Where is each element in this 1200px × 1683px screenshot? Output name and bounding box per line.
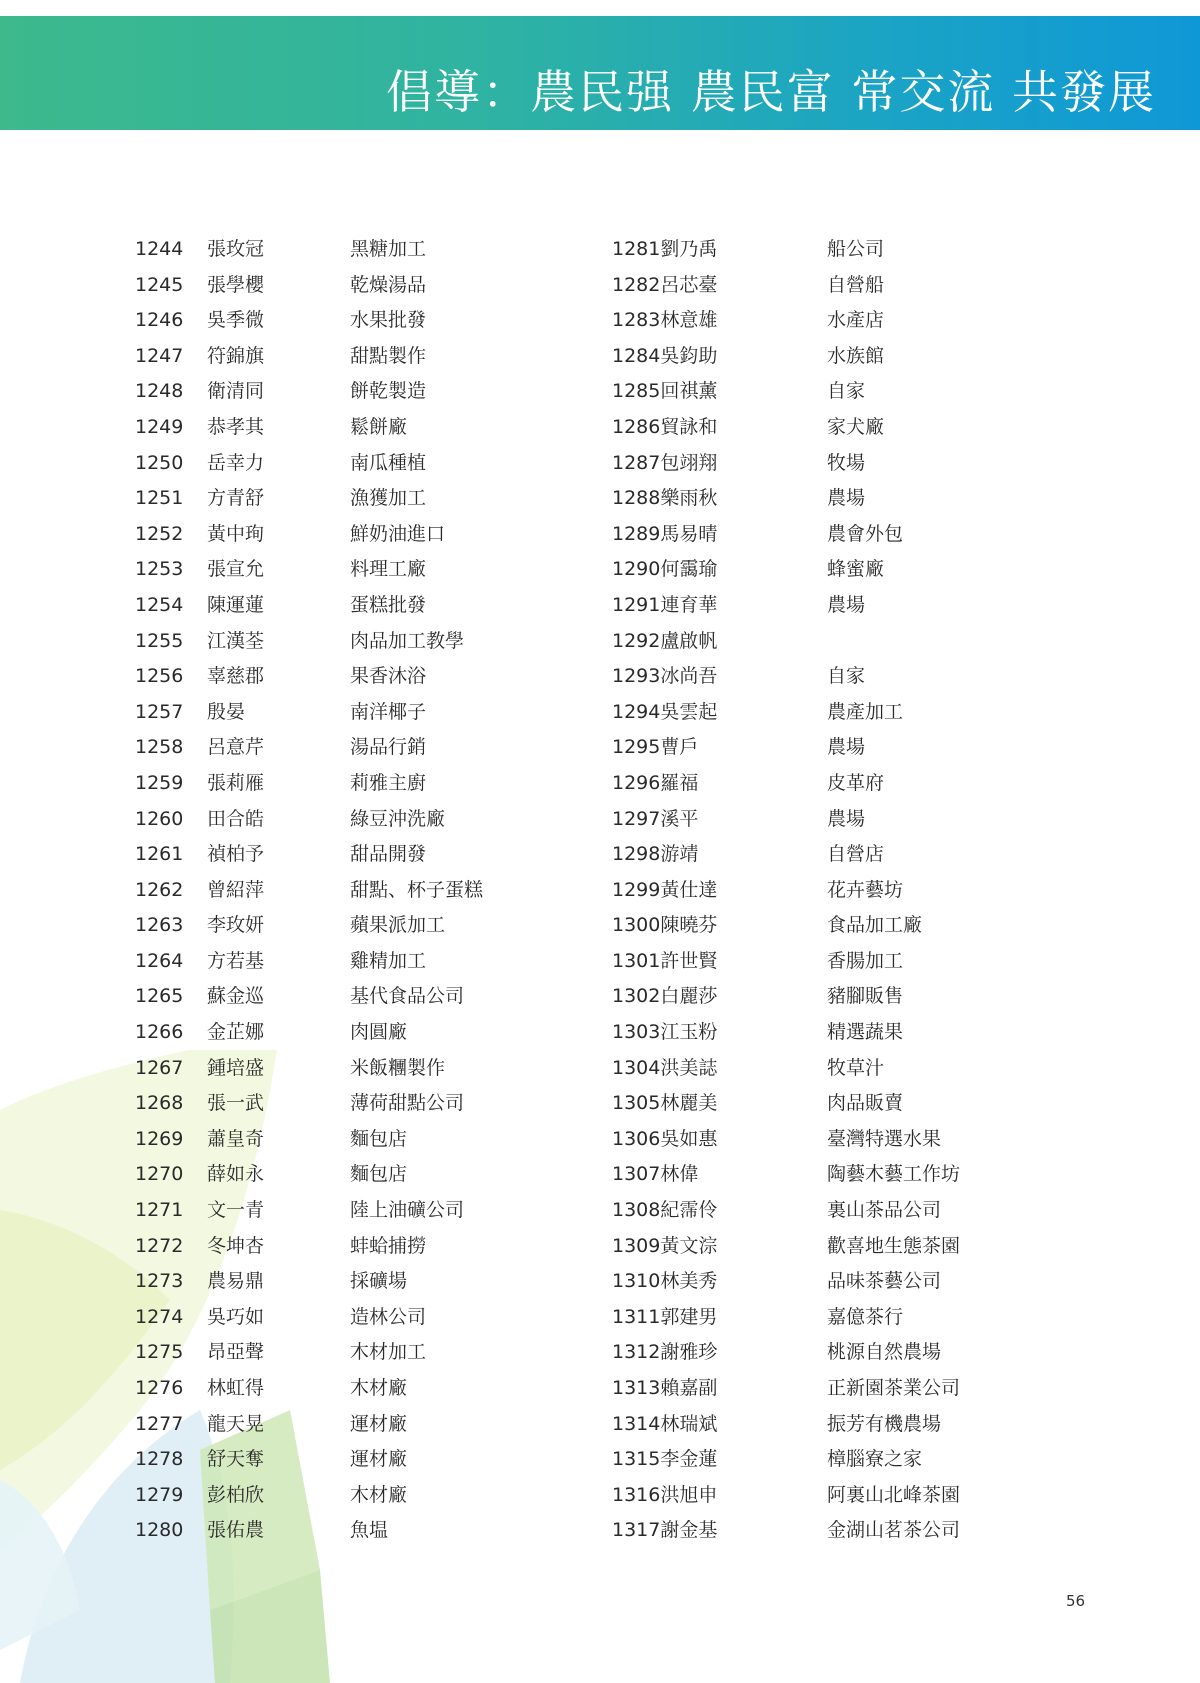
left-number-column xyxy=(135,232,200,1549)
entry-number-name: 1309黃文淙 xyxy=(612,1234,718,1257)
entry-number-name: 1315李金蓮 xyxy=(612,1448,718,1471)
entry-number-name: 1294吳雲起 xyxy=(612,700,718,723)
entry-description: 運材廠 xyxy=(350,1412,408,1435)
entry-number-name: 1300陳曉芬 xyxy=(612,914,718,937)
entry-description: 精選蔬果 xyxy=(827,1021,904,1044)
entry-description: 木材加工 xyxy=(350,1341,427,1364)
entry-description: 金湖山茗茶公司 xyxy=(827,1519,961,1542)
entry-number-name: 1317謝金基 xyxy=(612,1519,718,1542)
entry-description: 米飯糰製作 xyxy=(350,1056,446,1079)
entry-number: 1250 xyxy=(135,451,184,474)
entry-description: 薄荷甜點公司 xyxy=(350,1092,465,1115)
entry-name: 衛清同 xyxy=(207,380,265,403)
entry-name: 農易鼎 xyxy=(207,1270,265,1293)
entry-description: 正新園茶業公司 xyxy=(827,1377,961,1399)
entry-name: 張佑農 xyxy=(207,1519,265,1542)
left-name-column xyxy=(207,232,337,1549)
entry-description: 黑糖加工 xyxy=(350,238,427,260)
entry-number: 1245 xyxy=(135,273,184,296)
entry-name: 恭孝其 xyxy=(207,415,265,438)
entry-description: 樟腦寮之家 xyxy=(827,1448,923,1471)
entry-number: 1253 xyxy=(135,558,184,581)
entry-number: 1264 xyxy=(135,949,184,972)
entry-name: 蕭皇奇 xyxy=(207,1127,265,1150)
entry-number: 1258 xyxy=(135,736,184,759)
entry-description: 木材廠 xyxy=(350,1483,408,1506)
entry-name: 薛如永 xyxy=(207,1163,265,1186)
entry-number: 1269 xyxy=(135,1127,184,1150)
entry-description: 雞精加工 xyxy=(350,949,427,972)
entry-description: 基代食品公司 xyxy=(350,985,465,1008)
entry-description: 蚌蛤捕撈 xyxy=(350,1234,427,1257)
entry-number: 1262 xyxy=(135,878,184,901)
entry-number: 1273 xyxy=(135,1270,184,1293)
entry-description: 餅乾製造 xyxy=(350,380,427,403)
entry-name: 岳幸力 xyxy=(207,451,265,474)
entry-number: 1249 xyxy=(135,415,184,438)
entry-description: 農場 xyxy=(827,487,866,510)
entry-description: 麵包店 xyxy=(350,1163,408,1186)
entry-description: 豬腳販售 xyxy=(827,985,904,1008)
entry-number-name: 1295曹戶 xyxy=(612,736,699,759)
entry-number: 1257 xyxy=(135,700,184,723)
entry-number-name: 1282呂芯臺 xyxy=(612,273,718,296)
entry-number: 1278 xyxy=(135,1448,184,1471)
entry-number: 1276 xyxy=(135,1377,184,1399)
entry-description: 桃源自然農場 xyxy=(827,1341,942,1364)
entry-number-name: 1298游靖 xyxy=(612,843,699,866)
entry-number-name: 1292盧啟帆 xyxy=(612,629,718,652)
entry-number-name: 1286貿詠和 xyxy=(612,415,718,438)
entry-number-name: 1281劉乃禹 xyxy=(612,238,718,260)
entry-name: 張學櫻 xyxy=(207,273,265,296)
entry-number: 1265 xyxy=(135,985,184,1008)
entry-name: 張宣允 xyxy=(207,558,265,581)
entry-number: 1271 xyxy=(135,1199,184,1222)
entry-number: 1279 xyxy=(135,1483,184,1506)
entry-name: 張莉雁 xyxy=(207,771,265,794)
entry-number-name: 1285回祺薰 xyxy=(612,380,718,403)
entry-number: 1244 xyxy=(135,238,184,260)
entry-number: 1251 xyxy=(135,487,184,510)
entry-number-name: 1303江玉粉 xyxy=(612,1021,718,1044)
entry-description: 湯品行銷 xyxy=(350,736,427,759)
entry-description: 肉品販賣 xyxy=(827,1092,904,1115)
entry-description: 甜點製作 xyxy=(350,344,427,367)
entry-name: 文一青 xyxy=(207,1199,265,1222)
entry-number: 1254 xyxy=(135,593,184,616)
page-number: 56 xyxy=(1066,1592,1086,1610)
entry-description: 水族館 xyxy=(827,344,885,367)
entry-description: 乾燥湯品 xyxy=(350,273,427,296)
entry-name: 符錦旗 xyxy=(207,344,265,367)
entry-description: 料理工廠 xyxy=(350,558,427,581)
entry-description: 自營店 xyxy=(827,843,885,866)
entry-number-name: 1302白麗莎 xyxy=(612,985,718,1008)
entry-number-name: 1283林意雄 xyxy=(612,309,718,332)
entry-name: 蘇金巡 xyxy=(207,985,265,1008)
entry-description: 裏山茶品公司 xyxy=(827,1199,942,1222)
entry-description: 莉雅主廚 xyxy=(350,771,427,794)
entry-description: 農場 xyxy=(827,736,866,759)
entry-number-name: 1310林美秀 xyxy=(612,1270,718,1293)
entry-description: 採礦場 xyxy=(350,1270,408,1293)
entry-number: 1246 xyxy=(135,309,184,332)
entry-name: 吳季微 xyxy=(207,309,265,332)
entry-name: 殷晏 xyxy=(207,700,246,723)
entry-number-name: 1308紀霈伶 xyxy=(612,1199,718,1222)
entry-number-name: 1288樂雨秋 xyxy=(612,487,718,510)
entry-description: 歡喜地生態茶園 xyxy=(827,1234,961,1257)
entry-description: 農會外包 xyxy=(827,522,904,545)
entry-number-name: 1296羅福 xyxy=(612,771,699,794)
entry-name: 鍾培盛 xyxy=(207,1056,265,1079)
entry-number-name: 1311郭建男 xyxy=(612,1305,718,1328)
entry-name: 田合皓 xyxy=(207,807,265,830)
entry-description: 農場 xyxy=(827,807,866,830)
entry-description: 船公司 xyxy=(827,238,885,260)
entry-description: 臺灣特選水果 xyxy=(827,1127,942,1150)
entry-description: 皮革府 xyxy=(827,771,885,794)
entry-name: 彭柏欣 xyxy=(207,1483,265,1506)
entry-description: 水果批發 xyxy=(350,309,427,332)
entry-name: 吳巧如 xyxy=(207,1305,265,1328)
right-description-column xyxy=(827,232,1087,1549)
entry-number: 1247 xyxy=(135,344,184,367)
entry-number-name: 1289馬易晴 xyxy=(612,522,718,545)
entry-description: 果香沐浴 xyxy=(350,665,427,688)
entry-name: 張一武 xyxy=(207,1092,265,1115)
entry-name: 呂意芹 xyxy=(207,736,265,759)
entry-number-name: 1290何靄瑜 xyxy=(612,558,718,581)
entry-description: 蘋果派加工 xyxy=(350,914,446,937)
entry-number: 1277 xyxy=(135,1412,184,1435)
entry-number: 1261 xyxy=(135,843,184,866)
entry-number: 1280 xyxy=(135,1519,184,1542)
entry-description: 自家 xyxy=(827,380,866,403)
entry-name: 張玫冠 xyxy=(207,238,265,260)
entry-number: 1270 xyxy=(135,1163,184,1186)
entry-description: 甜點、杯子蛋糕 xyxy=(350,878,484,901)
entry-name: 李玫妍 xyxy=(207,914,265,937)
entry-description: 運材廠 xyxy=(350,1448,408,1471)
entry-number: 1267 xyxy=(135,1056,184,1079)
entry-description: 麵包店 xyxy=(350,1127,408,1150)
entry-number-name: 1287包翊翔 xyxy=(612,451,718,474)
entry-description xyxy=(827,624,1087,660)
entry-name: 曾紹萍 xyxy=(207,878,265,901)
entry-name: 黃中珣 xyxy=(207,522,265,545)
entry-description: 魚塭 xyxy=(350,1519,389,1542)
entry-number: 1256 xyxy=(135,665,184,688)
entry-description: 農產加工 xyxy=(827,700,904,723)
entry-description: 水產店 xyxy=(827,309,885,332)
entry-number-name: 1306吳如惠 xyxy=(612,1127,718,1150)
entry-number-name: 1299黃仕達 xyxy=(612,878,718,901)
entry-number: 1252 xyxy=(135,522,184,545)
entry-description: 花卉藝坊 xyxy=(827,878,904,901)
entry-number: 1275 xyxy=(135,1341,184,1364)
entry-number: 1260 xyxy=(135,807,184,830)
entry-description: 牧草汁 xyxy=(827,1056,885,1079)
entry-number-name: 1305林麗美 xyxy=(612,1092,718,1115)
entry-number: 1266 xyxy=(135,1021,184,1044)
left-description-column xyxy=(350,232,590,1549)
entry-name: 方若基 xyxy=(207,949,265,972)
entry-number-name: 1316洪旭申 xyxy=(612,1483,718,1506)
entry-description: 綠豆沖洗廠 xyxy=(350,807,446,830)
entry-description: 蜂蜜廠 xyxy=(827,558,885,581)
entry-name: 舒天奪 xyxy=(207,1448,265,1471)
entry-description: 鮮奶油進口 xyxy=(350,522,446,545)
entry-name: 方青舒 xyxy=(207,487,265,510)
entry-name: 禎柏予 xyxy=(207,843,265,866)
entry-name: 龍天晃 xyxy=(207,1412,265,1435)
entry-number: 1272 xyxy=(135,1234,184,1257)
entry-description: 甜品開發 xyxy=(350,843,427,866)
entry-name: 江漢荃 xyxy=(207,629,265,652)
entry-number: 1274 xyxy=(135,1305,184,1328)
page-title: 倡導：農民强 農民富 常交流 共發展 xyxy=(386,65,1156,119)
entry-description: 肉品加工教學 xyxy=(350,629,465,652)
entry-name: 冬坤杏 xyxy=(207,1234,265,1257)
entry-description: 肉圓廠 xyxy=(350,1021,408,1044)
entry-number-name: 1314林瑞斌 xyxy=(612,1412,718,1435)
entry-description: 南洋椰子 xyxy=(350,700,427,723)
entry-description: 香腸加工 xyxy=(827,949,904,972)
header-banner xyxy=(0,16,1200,130)
entry-description: 蛋糕批發 xyxy=(350,593,427,616)
entry-number: 1248 xyxy=(135,380,184,403)
entry-description: 造林公司 xyxy=(350,1305,427,1328)
entry-description: 陸上油礦公司 xyxy=(350,1199,465,1222)
entry-number: 1268 xyxy=(135,1092,184,1115)
entry-name: 辜慈郡 xyxy=(207,665,265,688)
entry-description: 農場 xyxy=(827,593,866,616)
entry-number-name: 1307林偉 xyxy=(612,1163,699,1186)
entry-description: 牧場 xyxy=(827,451,866,474)
entry-description: 自營船 xyxy=(827,273,885,296)
entry-number: 1259 xyxy=(135,771,184,794)
entry-number-name: 1297溪平 xyxy=(612,807,699,830)
entry-description: 食品加工廠 xyxy=(827,914,923,937)
entry-name: 林虹得 xyxy=(207,1377,265,1399)
entry-description: 嘉億茶行 xyxy=(827,1305,904,1328)
entry-name: 陳運蓮 xyxy=(207,593,265,616)
entry-number-name: 1293冰尚吾 xyxy=(612,665,718,688)
entry-number-name: 1313賴嘉副 xyxy=(612,1377,718,1399)
entry-description: 鬆餅廠 xyxy=(350,415,408,438)
entry-number-name: 1284吳鈞助 xyxy=(612,344,718,367)
right-entry-column xyxy=(612,232,812,1549)
entry-number: 1255 xyxy=(135,629,184,652)
entry-number-name: 1312謝雅珍 xyxy=(612,1341,718,1364)
entry-number-name: 1301許世賢 xyxy=(612,949,718,972)
entry-name: 金芷娜 xyxy=(207,1021,265,1044)
entry-description: 陶藝木藝工作坊 xyxy=(827,1163,961,1186)
entry-number-name: 1304洪美誌 xyxy=(612,1056,718,1079)
entry-name: 昂亞聲 xyxy=(207,1341,265,1364)
entry-number: 1263 xyxy=(135,914,184,937)
entry-description: 自家 xyxy=(827,665,866,688)
entry-description: 漁獲加工 xyxy=(350,487,427,510)
entry-description: 木材廠 xyxy=(350,1377,408,1399)
entry-description: 南瓜種植 xyxy=(350,451,427,474)
entry-description: 家犬廠 xyxy=(827,415,885,438)
entry-description: 振芳有機農場 xyxy=(827,1412,942,1435)
entry-number-name: 1291連育華 xyxy=(612,593,718,616)
entry-description: 品味茶藝公司 xyxy=(827,1270,942,1293)
entry-description: 阿裏山北峰茶園 xyxy=(827,1483,961,1506)
